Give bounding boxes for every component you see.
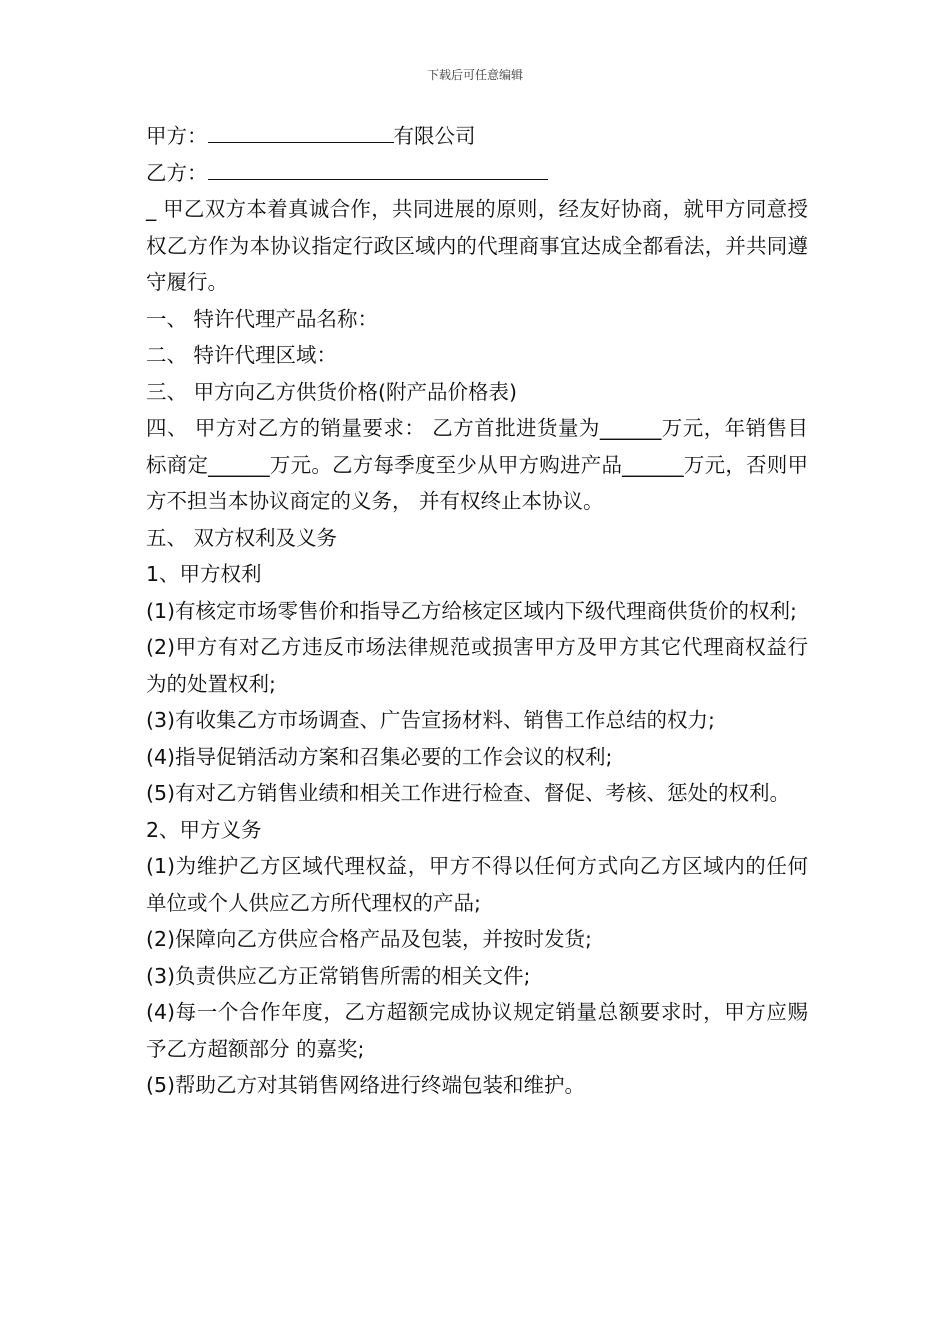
rights-a-title: 1、甲方权利	[146, 562, 262, 586]
duties-a-item-4: (4)每一个合作年度，乙方超额完成协议规定销量总额要求时，甲方应赐予乙方超额部分 的嘉奖;	[146, 1000, 808, 1061]
duties-a-item-5: (5)帮助乙方对其销售网络进行终端包装和维护。	[146, 1073, 586, 1097]
intro-paragraph: _ 甲乙双方本着真诚合作，共同进展的原则，经友好协商，就甲方同意授权乙方作为本协议指定行政区域内的代理商事宜达成全都看法，并共同遵守履行。	[146, 197, 808, 294]
document-body	[146, 118, 808, 1104]
party-b-line	[146, 155, 808, 192]
section-1: 一、 特许代理产品名称：	[146, 306, 379, 331]
duties-a-item-2: (2)保障向乙方供应合格产品及包装，并按时发货;	[146, 927, 592, 951]
rights-a-item-4: (4)指导促销活动方案和召集必要的工作会议的权利;	[146, 744, 613, 769]
duties-a-title: 2、甲方义务	[146, 817, 262, 842]
section-2: 二、 特许代理区域：	[146, 343, 338, 367]
section-4: 四、 甲方对乙方的销量要求： 乙方首批进货量为______万元，年销售目标商定______万元。乙方每季度至少从甲方购进产品______万元，否则甲方不担当本协议商定的义务， 并有权终止本协议。	[146, 416, 808, 513]
party-a-line	[146, 118, 808, 155]
rights-a-item-1: (1)有核定市场零售价和指导乙方给核定区域内下级代理商供货价的权利;	[146, 598, 797, 623]
duties-a-item-1: (1)为维护乙方区域代理权益，甲方不得以任何方式向乙方区域内的任何单位或个人供应乙方所代理权的产品;	[146, 854, 808, 915]
party-b-label: 乙方：	[146, 160, 208, 185]
party-a-suffix: 有限公司	[393, 124, 476, 148]
party-a-label: 甲方：	[146, 124, 208, 148]
party-b-blank	[208, 157, 548, 180]
rights-a-item-3: (3)有收集乙方市场调查、广告宣扬材料、销售工作总结的权力;	[146, 708, 715, 732]
duties-a-item-3: (3)负责供应乙方正常销售所需的相关文件;	[146, 963, 531, 988]
header-note: 下载后可任意编辑	[426, 68, 523, 82]
section-3: 三、 甲方向乙方供货价格(附产品价格表)	[146, 379, 518, 404]
party-a-blank	[208, 120, 394, 143]
rights-a-item-5: (5)有对乙方销售业绩和相关工作进行检查、督促、考核、惩处的权利。	[146, 781, 791, 805]
rights-a-item-2: (2)甲方有对乙方违反市场法律规范或损害甲方及甲方其它代理商权益行为的处置权利;	[146, 635, 808, 696]
section-5: 五、 双方权利及义务	[146, 525, 338, 550]
